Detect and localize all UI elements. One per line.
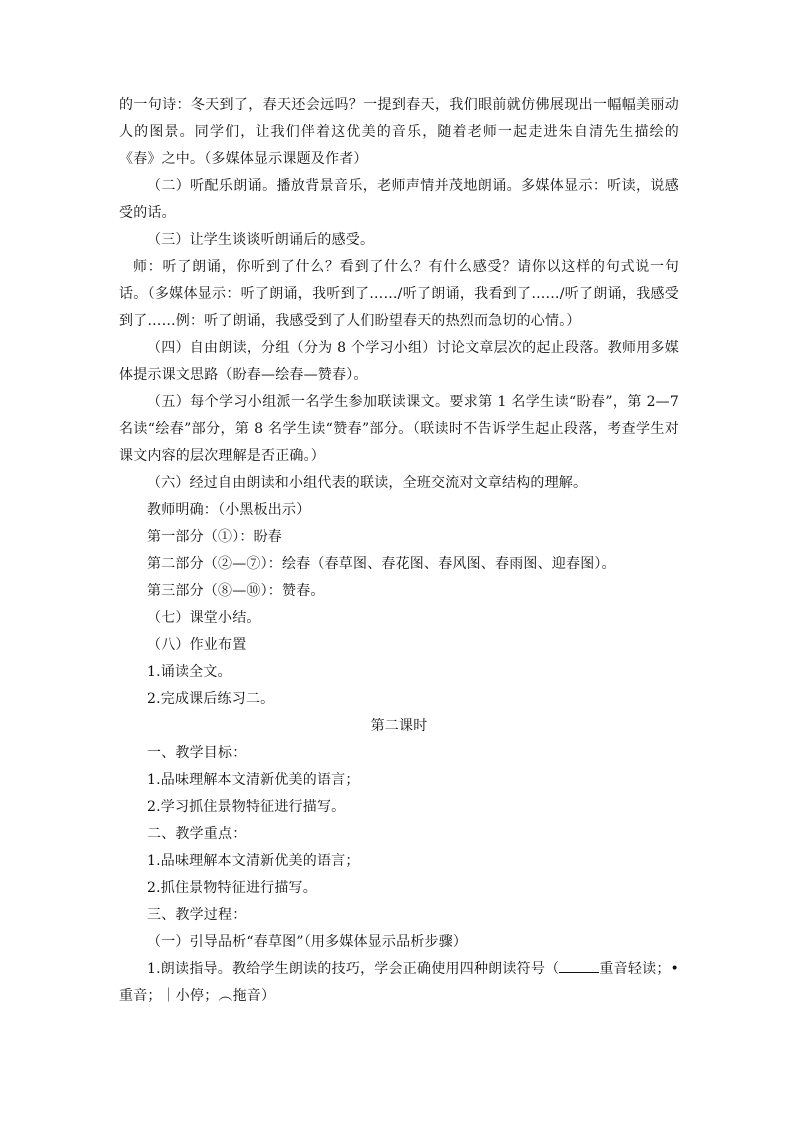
paragraph: 三、教学过程： — [147, 907, 247, 923]
paragraph: （八）作业布置 — [147, 637, 247, 653]
paragraph: （四）自由朗读，分组（分为 8 个学习小组）讨论文章层次的起止段落。教师用多媒体提示课文思路（盼春—绘春—赞春）。 — [119, 340, 679, 383]
paragraph-text: 1.朗读指导。教给学生朗读的技巧，学会正确使用四种朗读符号（ — [147, 961, 560, 977]
paragraph: （六）经过自由朗读和小组代表的联读，全班交流对文章结构的理解。 — [147, 475, 588, 491]
paragraph: 2.学习抓住景物特征进行描写。 — [147, 799, 346, 815]
paragraph: （五）每个学习小组派一名学生参加联读课文。要求第 1 名学生读“盼春”，第 2—7 名读“绘春”部分，第 8 名学生读“赞春”部分。（联读时不告诉学生起止段落，考查学生对课文内容的层次理解是否正确。） — [119, 394, 679, 464]
paragraph: （七）课堂小结。 — [147, 610, 261, 626]
paragraph: 一、教学目标： — [147, 745, 247, 761]
paragraph: 2.完成课后练习二。 — [147, 691, 275, 707]
paragraph: 二、教学重点： — [147, 826, 247, 842]
paragraph: 的一句诗：冬天到了，春天还会远吗？一提到春天，我们眼前就仿佛展现出一幅幅美丽动人的图景。同学们，让我们伴着这优美的音乐，随着老师一起走进朱自清先生描绘的《春》之中。（多媒体显示课题及作者） — [119, 97, 679, 167]
section-heading: 第二课时 — [370, 718, 428, 734]
document-body — [119, 92, 679, 1010]
paragraph: 教师明确：（小黑板出示） — [147, 502, 311, 518]
paragraph: 第二部分（②—⑦）：绘春（春草图、春花图、春风图、春雨图、迎春图）。 — [147, 556, 616, 572]
paragraph — [119, 956, 679, 1010]
underline-symbol-icon — [559, 962, 599, 973]
paragraph: 2.抓住景物特征进行描写。 — [147, 880, 317, 896]
paragraph: （二）听配乐朗诵。播放背景音乐，老师声情并茂地朗诵。多媒体显示：听读，说感受的话。 — [119, 178, 679, 221]
paragraph: （一）引导品析“春草图”（用多媒体显示品析步骤） — [147, 934, 468, 950]
paragraph: 1.品味理解本文清新优美的语言； — [147, 772, 360, 788]
paragraph: 1.诵读全文。 — [147, 664, 232, 680]
paragraph: 第三部分（⑧—⑩）：赞春。 — [147, 583, 325, 599]
paragraph: 第一部分（①）：盼春 — [147, 529, 282, 545]
paragraph-text: 重音轻读；•重音；｜小停；︵拖音） — [119, 961, 679, 1004]
paragraph: 师：听了朗诵，你听到了什么？看到了什么？有什么感受？请你以这样的句式说一句话。（多媒体显示：听了朗诵，我听到了……/听了朗诵，我看到了……/听了朗诵，我感受到了……例：听了朗诵，我感受到了人们盼望春天的热烈而急切的心情。） — [119, 259, 679, 329]
paragraph: （三）让学生谈谈听朗诵后的感受。 — [147, 232, 375, 248]
paragraph: 1.品味理解本文清新优美的语言； — [147, 853, 360, 869]
